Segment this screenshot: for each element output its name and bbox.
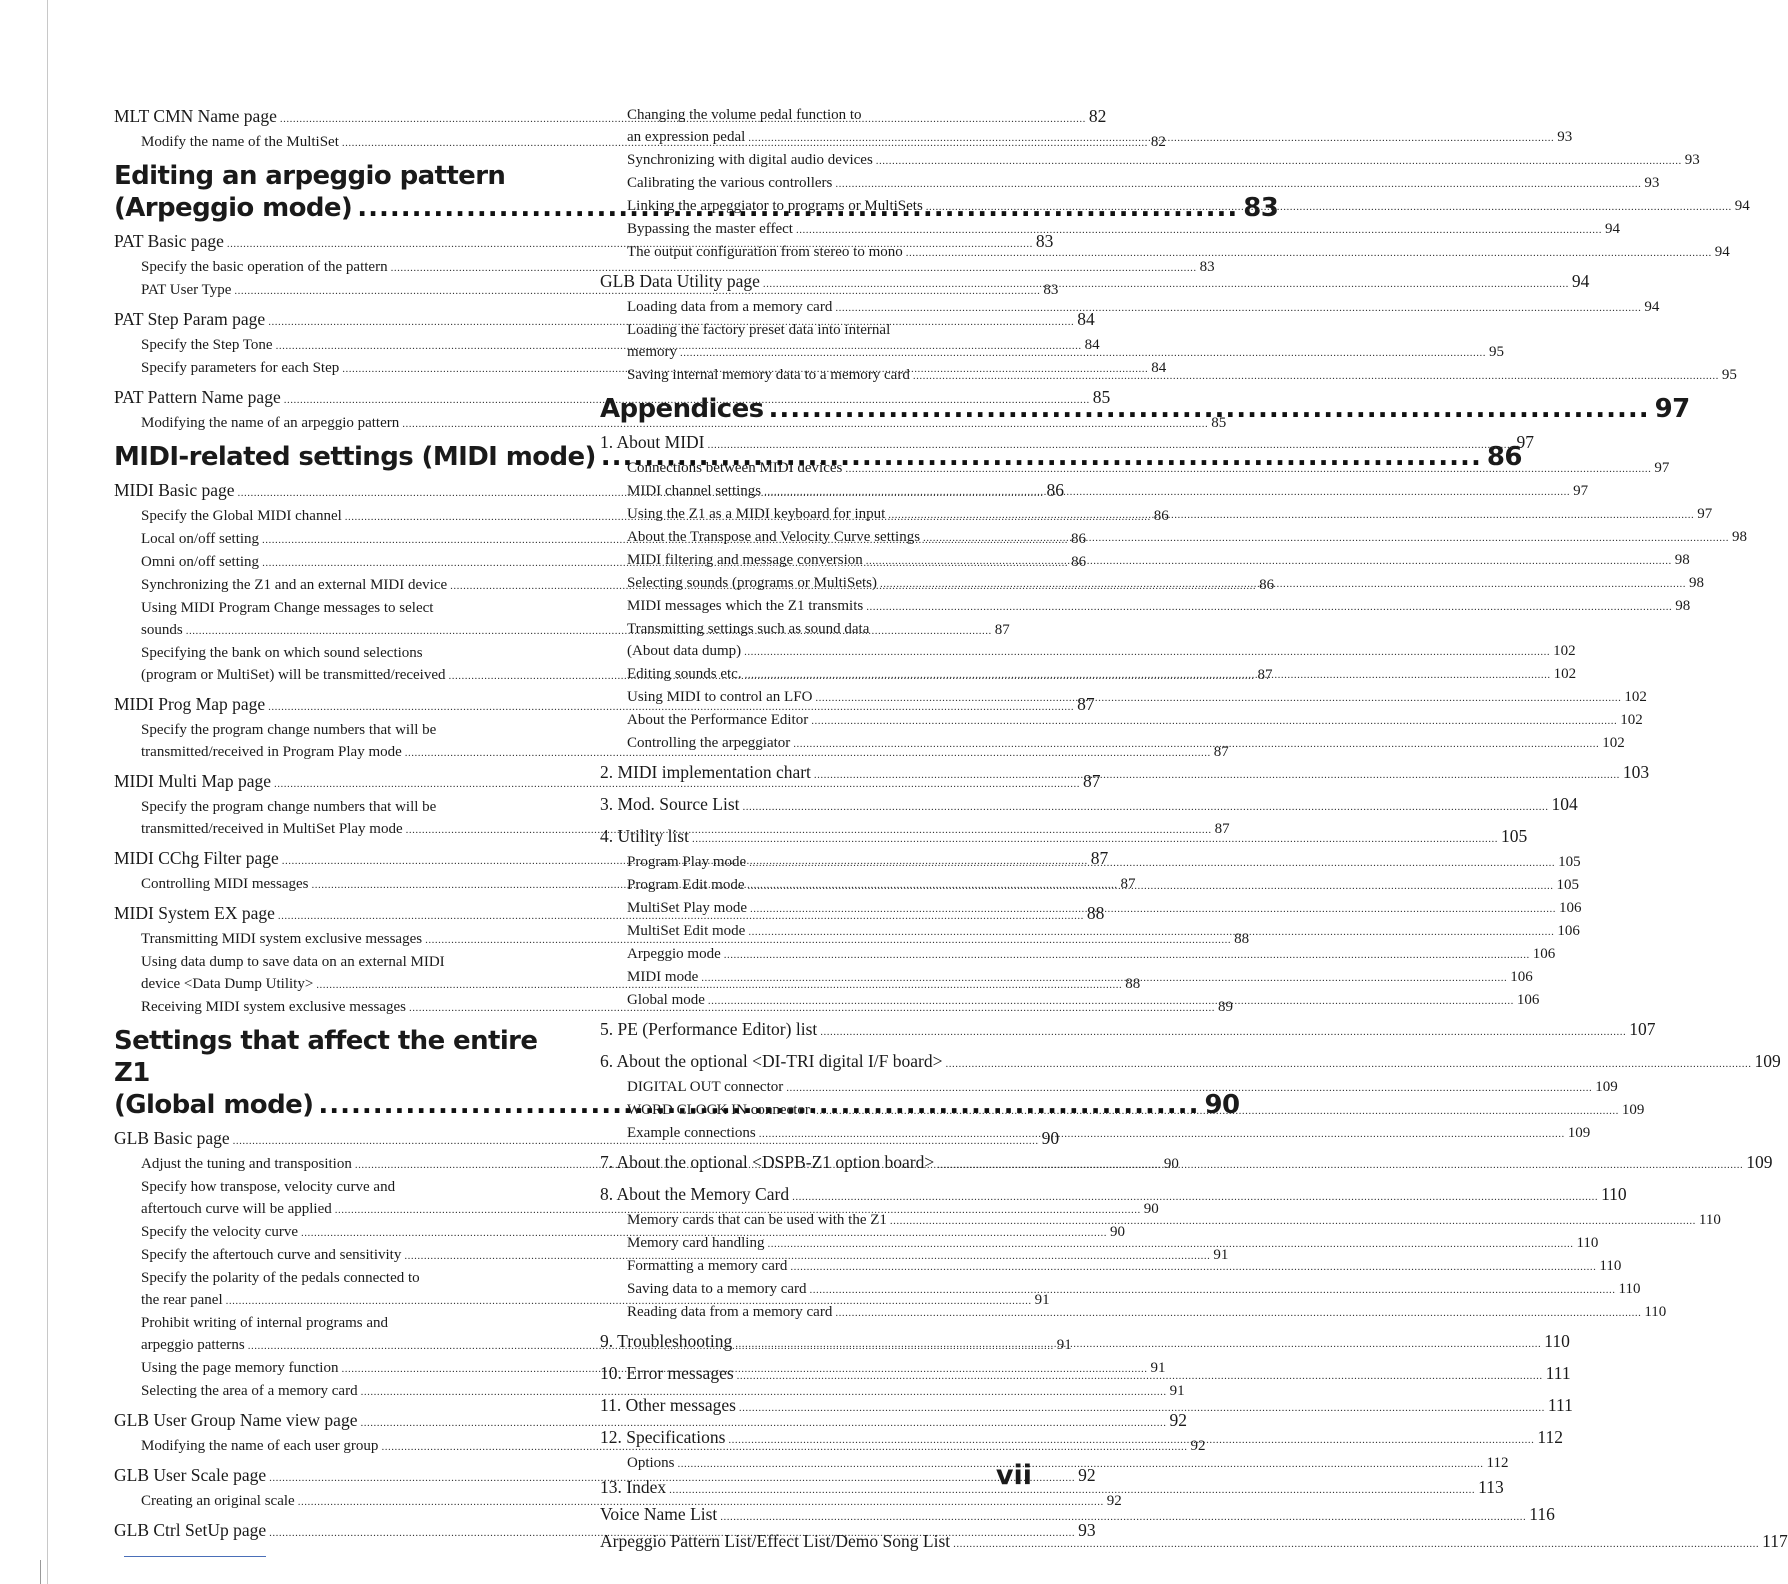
toc-subentry[interactable]: Modifying the name of an arpeggio pattern ..... 85 bbox=[114, 412, 554, 435]
toc-entry[interactable]: 3. Mod. Source List ..... 104 bbox=[600, 792, 1042, 819]
toc-subentry[interactable]: Example connections ..... 109 bbox=[600, 1122, 1042, 1145]
toc-subentry[interactable]: Options ..... 112 bbox=[600, 1452, 1042, 1475]
toc-entry[interactable]: Arpeggio Pattern List/Effect List/Demo Song List ..... 117 bbox=[600, 1529, 1042, 1556]
toc-subentry[interactable]: About the Transpose and Velocity Curve settings ..... 98 bbox=[600, 526, 1042, 549]
toc-entry[interactable]: Voice Name List ..... 116 bbox=[600, 1502, 1042, 1529]
toc-subentry-line: Specify the polarity of the pedals connected to bbox=[141, 1270, 420, 1286]
toc-subentry[interactable]: Editing sounds etc. ..... 102 bbox=[600, 663, 1042, 686]
toc-entry[interactable]: GLB Basic page ..... 90 bbox=[114, 1126, 554, 1153]
toc-entry[interactable]: 5. PE (Performance Editor) list ..... 107 bbox=[600, 1017, 1042, 1044]
toc-subentry[interactable]: Linking the arpeggiator to programs or MultiSets ..... 94 bbox=[600, 195, 1042, 218]
toc-subentry[interactable]: Using MIDI to control an LFO ..... 102 bbox=[600, 686, 1042, 709]
section-title-line: Settings that affect the entire Z1 bbox=[114, 1026, 538, 1088]
toc-entry[interactable]: GLB Data Utility page ..... 94 bbox=[600, 269, 1042, 296]
toc-subentry[interactable]: Memory cards that can be used with the Z1 ..... 110 bbox=[600, 1209, 1042, 1232]
toc-subentry[interactable]: Saving data to a memory card ..... 110 bbox=[600, 1278, 1042, 1301]
toc-subentry[interactable]: Controlling the arpeggiator ..... 102 bbox=[600, 732, 1042, 755]
toc-subentry-line: Changing the volume pedal function to bbox=[627, 107, 862, 123]
toc-subentry-line: Transmitting settings such as sound data bbox=[627, 621, 870, 637]
toc-subentry[interactable]: The output configuration from stereo to mono ..... 94 bbox=[600, 241, 1042, 264]
toc-subentry[interactable]: Synchronizing the Z1 and an external MIDI device ..... 86 bbox=[114, 574, 554, 597]
toc-subentry[interactable]: About the Performance Editor ..... 102 bbox=[600, 709, 1042, 732]
toc-subentry[interactable]: Global mode ..... 106 bbox=[600, 989, 1042, 1012]
toc-subentry[interactable]: Loading data from a memory card ..... 94 bbox=[600, 296, 1042, 319]
toc-subentry[interactable]: Bypassing the master effect ..... 94 bbox=[600, 218, 1042, 241]
toc-subentry-line: Specify how transpose, velocity curve and bbox=[141, 1179, 396, 1195]
toc-subentry-line: Specifying the bank on which sound selections bbox=[141, 645, 423, 661]
toc-subentry[interactable]: Controlling MIDI messages ..... 87 bbox=[114, 873, 554, 896]
toc-subentry[interactable]: Specify the Step Tone ..... 84 bbox=[114, 334, 554, 357]
toc-entry[interactable]: 4. Utility list ..... 105 bbox=[600, 824, 1042, 851]
toc-entry[interactable]: PAT Basic page ..... 83 bbox=[114, 229, 554, 256]
toc-subentry[interactable]: Transmitting MIDI system exclusive messages ..... 88 bbox=[114, 928, 554, 951]
toc-subentry[interactable]: memory ..... 95 bbox=[600, 341, 1042, 364]
toc-subentry[interactable]: arpeggio patterns ..... 91 bbox=[114, 1334, 554, 1357]
page-margin-line bbox=[47, 0, 48, 1584]
toc-entry[interactable]: GLB Ctrl SetUp page ..... 93 bbox=[114, 1518, 554, 1545]
toc-subentry[interactable]: Memory card handling ..... 110 bbox=[600, 1232, 1042, 1255]
toc-subentry[interactable]: Specify the aftertouch curve and sensitivity ..... 91 bbox=[114, 1244, 554, 1267]
toc-entry[interactable]: 10. Error messages ..... 111 bbox=[600, 1361, 1042, 1388]
toc-subentry[interactable]: Specify the velocity curve ..... 90 bbox=[114, 1221, 554, 1244]
toc-subentry[interactable]: Receiving MIDI system exclusive messages ..... 89 bbox=[114, 996, 554, 1019]
footer-rule bbox=[124, 1556, 266, 1557]
toc-entry[interactable]: MIDI Multi Map page ..... 87 bbox=[114, 769, 554, 796]
toc-subentry[interactable]: MIDI filtering and message conversion ..... 98 bbox=[600, 549, 1042, 572]
toc-subentry[interactable]: sounds ..... 87 bbox=[114, 619, 554, 642]
toc-subentry[interactable]: MultiSet Edit mode ..... 106 bbox=[600, 920, 1042, 943]
toc-subentry[interactable]: Calibrating the various controllers ..... 93 bbox=[600, 172, 1042, 195]
toc-subentry[interactable]: (About data dump) ..... 102 bbox=[600, 640, 1042, 663]
toc-subentry[interactable]: MIDI channel settings ..... 97 bbox=[600, 480, 1042, 503]
toc-entry[interactable]: GLB User Scale page ..... 92 bbox=[114, 1463, 554, 1490]
toc-entry[interactable]: PAT Pattern Name page ..... 85 bbox=[114, 385, 554, 412]
toc-subentry[interactable]: transmitted/received in Program Play mode ..... 87 bbox=[114, 741, 554, 764]
toc-subentry-line: Using MIDI Program Change messages to select bbox=[141, 600, 434, 616]
toc-subentry[interactable]: the rear panel ..... 91 bbox=[114, 1289, 554, 1312]
toc-subentry[interactable]: Formatting a memory card ..... 110 bbox=[600, 1255, 1042, 1278]
section-heading-appendices[interactable]: Appendices ..... 97 bbox=[600, 393, 1042, 425]
toc-subentry[interactable]: Adjust the tuning and transposition ..... 90 bbox=[114, 1153, 554, 1176]
toc-entry[interactable]: 7. About the optional <DSPB-Z1 option board> ..... 109 bbox=[600, 1150, 1042, 1177]
toc-subentry[interactable]: PAT User Type ..... 83 bbox=[114, 279, 554, 302]
toc-entry[interactable]: 12. Specifications ..... 112 bbox=[600, 1425, 1042, 1452]
toc-subentry[interactable]: MIDI messages which the Z1 transmits ..... 98 bbox=[600, 595, 1042, 618]
toc-entry[interactable]: MLT CMN Name page ..... 82 bbox=[114, 104, 554, 131]
toc-subentry[interactable]: Program Edit mode ..... 105 bbox=[600, 874, 1042, 897]
toc-subentry[interactable]: aftertouch curve will be applied ..... 90 bbox=[114, 1198, 554, 1221]
page-number: vii bbox=[995, 1460, 1032, 1491]
toc-entry[interactable]: 9. Troubleshooting ..... 110 bbox=[600, 1329, 1042, 1356]
toc-subentry[interactable]: Synchronizing with digital audio devices ..... 93 bbox=[600, 149, 1042, 172]
toc-subentry-line: Prohibit writing of internal programs and bbox=[141, 1315, 389, 1331]
toc-entry[interactable]: 2. MIDI implementation chart ..... 103 bbox=[600, 760, 1042, 787]
toc-subentry[interactable]: transmitted/received in MultiSet Play mode ..... 87 bbox=[114, 818, 554, 841]
toc-entry[interactable]: MIDI System EX page ..... 88 bbox=[114, 901, 554, 928]
toc-subentry[interactable]: Omni on/off setting ..... 86 bbox=[114, 551, 554, 574]
toc-subentry[interactable]: Specify the Global MIDI channel ..... 86 bbox=[114, 505, 554, 528]
page-edge-mark bbox=[40, 1560, 41, 1584]
toc-subentry[interactable]: MIDI mode ..... 106 bbox=[600, 966, 1042, 989]
toc-subentry[interactable]: WORD CLOCK IN connector ..... 109 bbox=[600, 1099, 1042, 1122]
toc-subentry[interactable]: Modify the name of the MultiSet ..... 82 bbox=[114, 131, 554, 154]
toc-entry[interactable]: 13. Index ..... 113 bbox=[600, 1475, 1042, 1502]
toc-subentry[interactable]: Modifying the name of each user group ..... 92 bbox=[114, 1435, 554, 1458]
toc-subentry[interactable]: Selecting sounds (programs or MultiSets) ..... 98 bbox=[600, 572, 1042, 595]
toc-subentry[interactable]: Selecting the area of a memory card ..... 91 bbox=[114, 1380, 554, 1403]
toc-subentry-line: Using data dump to save data on an external MIDI bbox=[141, 954, 445, 970]
toc-subentry[interactable]: Reading data from a memory card ..... 110 bbox=[600, 1301, 1042, 1324]
toc-subentry[interactable]: Using the Z1 as a MIDI keyboard for input ..... 97 bbox=[600, 503, 1042, 526]
toc-subentry[interactable]: Using the page memory function ..... 91 bbox=[114, 1357, 554, 1380]
toc-subentry[interactable]: Program Play mode ..... 105 bbox=[600, 851, 1042, 874]
toc-entry[interactable]: MIDI Basic page ..... 86 bbox=[114, 478, 554, 505]
toc-entry[interactable]: 11. Other messages ..... 111 bbox=[600, 1393, 1042, 1420]
toc-subentry-line: Loading the factory preset data into internal bbox=[627, 322, 891, 338]
toc-subentry[interactable]: (program or MultiSet) will be transmitted/received ..... 87 bbox=[114, 664, 554, 687]
toc-entry[interactable]: PAT Step Param page ..... 84 bbox=[114, 307, 554, 334]
toc-subentry[interactable]: device <Data Dump Utility> ..... 88 bbox=[114, 973, 554, 996]
toc-subentry-line: Specify the program change numbers that will be bbox=[141, 722, 437, 738]
toc-subentry-line: Specify the program change numbers that will be bbox=[141, 799, 437, 815]
toc-subentry[interactable]: DIGITAL OUT connector ..... 109 bbox=[600, 1076, 1042, 1099]
section-heading-global[interactable]: Settings that affect the entire Z1 (Global mode) ..... 90 bbox=[114, 1025, 554, 1121]
toc-entry[interactable]: 6. About the optional <DI-TRI digital I/F board> ..... 109 bbox=[600, 1049, 1042, 1076]
toc-entry[interactable]: GLB User Group Name view page ..... 92 bbox=[114, 1408, 554, 1435]
toc-subentry[interactable]: MultiSet Play mode ..... 106 bbox=[600, 897, 1042, 920]
section-heading-midi[interactable]: MIDI-related settings (MIDI mode) ..... 86 bbox=[114, 441, 554, 473]
toc-entry[interactable]: 1. About MIDI ..... 97 bbox=[600, 430, 1042, 457]
toc-entry[interactable]: MIDI Prog Map page ..... 87 bbox=[114, 692, 554, 719]
toc-subentry[interactable]: Creating an original scale ..... 92 bbox=[114, 1490, 554, 1513]
toc-subentry[interactable]: Saving internal memory data to a memory card ..... 95 bbox=[600, 364, 1042, 387]
toc-entry[interactable]: 8. About the Memory Card ..... 110 bbox=[600, 1182, 1042, 1209]
section-heading-arpeggio[interactable]: Editing an arpeggio pattern (Arpeggio mode) ..... 83 bbox=[114, 160, 554, 224]
section-title-line: Editing an arpeggio pattern bbox=[114, 161, 506, 191]
toc-subentry[interactable]: an expression pedal ..... 93 bbox=[600, 126, 1042, 149]
toc-subentry[interactable]: Specify the basic operation of the pattern ..... 83 bbox=[114, 256, 554, 279]
toc-subentry[interactable]: Local on/off setting ..... 86 bbox=[114, 528, 554, 551]
toc-subentry[interactable]: Connections between MIDI devices ..... 97 bbox=[600, 457, 1042, 480]
toc-subentry[interactable]: Specify parameters for each Step ..... 84 bbox=[114, 357, 554, 380]
toc-entry[interactable]: MIDI CChg Filter page ..... 87 bbox=[114, 846, 554, 873]
toc-subentry[interactable]: Arpeggio mode ..... 106 bbox=[600, 943, 1042, 966]
